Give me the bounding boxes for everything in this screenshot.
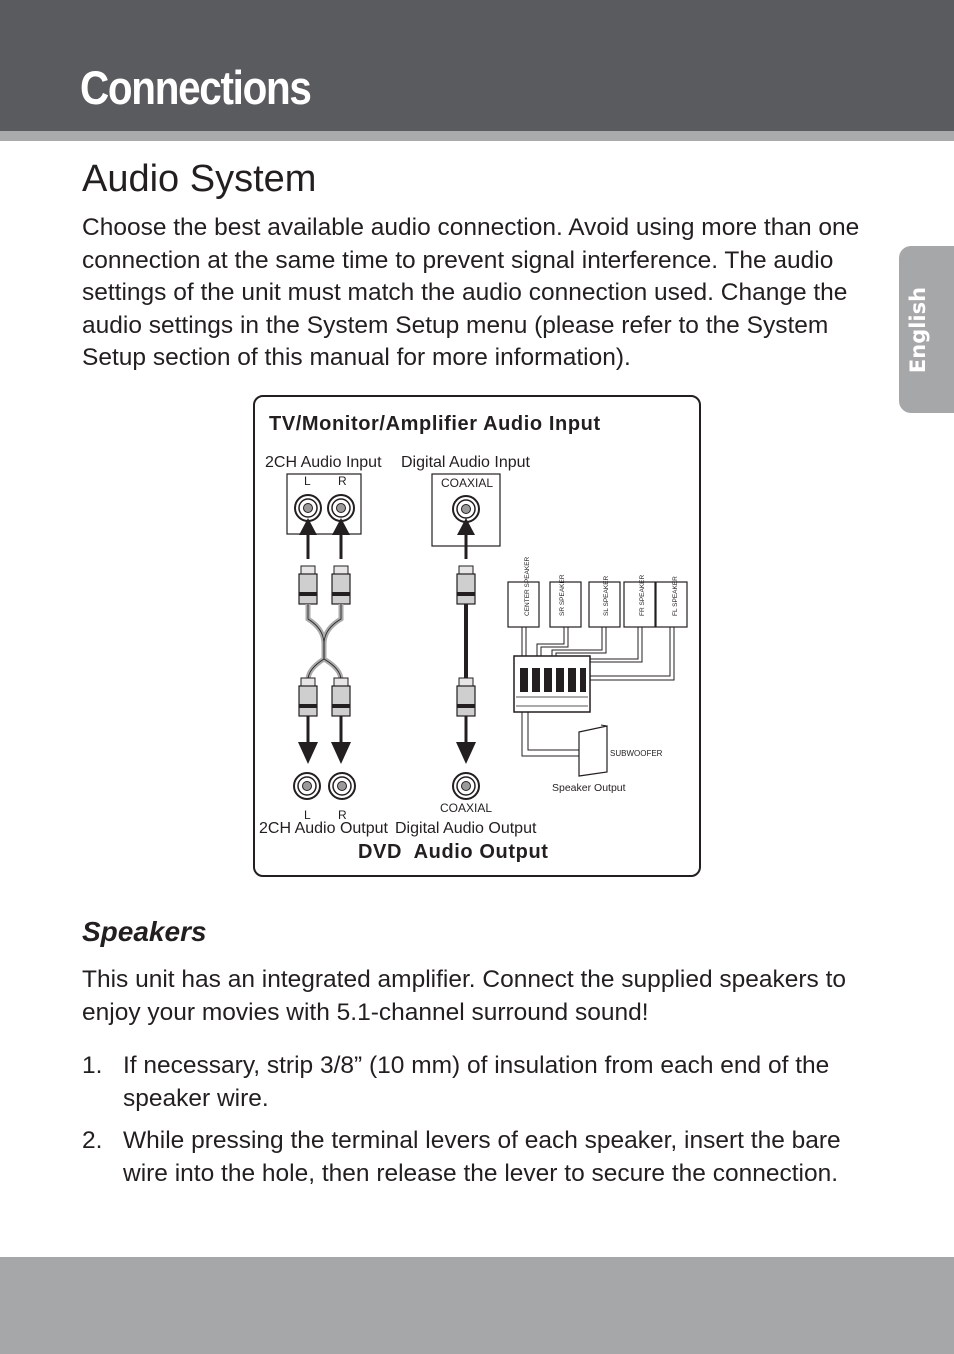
- output-digital-label: Digital Audio Output: [395, 820, 537, 837]
- output-coaxial-jack-icon: [453, 773, 479, 799]
- step-text: If necessary, strip 3/8” (10 mm) of insulation from each end of the speaker wire.: [123, 1052, 830, 1112]
- speakers-intro: This unit has an integrated amplifier. Connect the supplied speakers to enjoy your movies with 5.1-channel surround sound!: [82, 966, 847, 1026]
- rca-plug-left-icon: [299, 566, 317, 604]
- speaker-label-sl: SL SPEAKER: [603, 575, 610, 616]
- input-2ch-label: 2CH Audio Input: [265, 454, 382, 471]
- speaker-label-fl: FL SPEAKER: [672, 576, 679, 616]
- output-left-label: L: [304, 808, 311, 822]
- output-right-jack-icon: [329, 773, 355, 799]
- language-tab-label: English: [906, 286, 930, 374]
- step-number: 2.: [82, 1127, 103, 1155]
- speaker-boxes: [508, 582, 687, 627]
- rca-plug-right-icon: [332, 566, 350, 604]
- diagram-bottom-title: DVD Audio Output: [358, 841, 549, 863]
- output-right-label: R: [338, 808, 347, 822]
- coaxial-top-label: COAXIAL: [441, 476, 494, 490]
- step-number: 1.: [82, 1052, 103, 1079]
- audio-connection-diagram: [252, 394, 702, 880]
- coaxial-plug-top-icon: [457, 566, 475, 604]
- speaker-steps: [82, 1050, 882, 1200]
- input-left-label: L: [304, 474, 311, 488]
- audio-system-intro: Choose the best available audio connection. Avoid using more than one connection at the same time to prevent signal interference. The audio settings of the unit must match the audio connection used. Change the audio settings in the System Setup menu (please refer to the System Setup section of this manual for more information).: [82, 214, 860, 372]
- output-left-jack-icon: [294, 773, 320, 799]
- page-title: Connections: [80, 61, 311, 114]
- rca-plug-left-bottom-icon: [299, 678, 317, 716]
- subwoofer-icon: [579, 725, 607, 776]
- coaxial-plug-bottom-icon: [457, 678, 475, 716]
- step-item: [82, 1050, 882, 1115]
- diagram-top-title: TV/Monitor/Amplifier Audio Input: [269, 413, 601, 435]
- output-2ch-label: 2CH Audio Output: [259, 820, 388, 837]
- section-heading-audio-system: Audio System: [82, 158, 317, 200]
- speaker-label-sr: SR SPEAKER: [559, 574, 566, 616]
- rca-plug-right-bottom-icon: [332, 678, 350, 716]
- speaker-output-label: Speaker Output: [552, 782, 626, 794]
- speaker-label-fr: FR SPEAKER: [639, 574, 646, 616]
- subwoofer-label: SUBWOOFER: [610, 749, 663, 758]
- input-right-label: R: [338, 474, 347, 488]
- step-text: While pressing the terminal levers of each speaker, insert the bare wire into the hole, then release the lever to secure the connection.: [123, 1127, 841, 1187]
- speaker-label-center: CENTER SPEAKER: [524, 556, 531, 616]
- section-heading-speakers: Speakers: [82, 916, 207, 947]
- step-item: [82, 1125, 882, 1190]
- header-rule: [0, 131, 954, 141]
- input-right-jack-icon: [328, 495, 354, 521]
- coaxial-bottom-label: COAXIAL: [440, 801, 493, 815]
- input-left-jack-icon: [295, 495, 321, 521]
- footer-band: [0, 1257, 954, 1354]
- input-digital-label: Digital Audio Input: [401, 454, 530, 471]
